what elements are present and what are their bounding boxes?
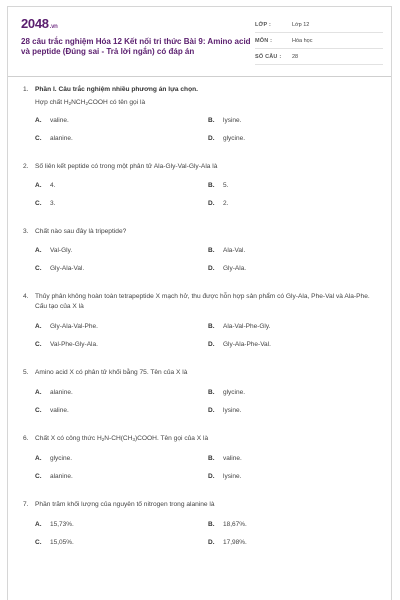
question-1 — [20, 85, 382, 95]
answer-options — [35, 520, 382, 548]
question-4 — [20, 292, 382, 312]
answer-options — [35, 454, 382, 482]
logo-suffix: .vn — [49, 24, 58, 30]
question-text: Phần trăm khối lượng của nguyên tố nitrogen trong alanine là — [35, 501, 215, 508]
meta-value-class: Lớp 12 — [292, 21, 310, 28]
option-d[interactable]: D. Gly-Ala-Phe-Val. — [208, 341, 271, 348]
site-logo[interactable] — [21, 16, 58, 31]
option-c[interactable]: C. 15,05%. — [35, 539, 74, 546]
header-divider — [8, 76, 391, 77]
meta-value-subject: Hóa học — [292, 37, 313, 44]
meta-table — [255, 17, 383, 65]
question-number: 6. — [23, 435, 29, 442]
question-list — [20, 85, 382, 548]
question-number: 5. — [23, 369, 29, 376]
option-a[interactable]: A. 4. — [35, 182, 56, 189]
option-b[interactable]: B. Ala-Val. — [208, 247, 246, 254]
answer-options — [35, 388, 382, 416]
meta-value-count: 28 — [292, 53, 299, 60]
option-a[interactable]: A. Gly-Ala-Val-Phe. — [35, 323, 98, 330]
question-1-stem — [20, 98, 382, 108]
option-d[interactable]: D. Gly-Ala. — [208, 265, 247, 272]
question-6 — [20, 434, 382, 444]
option-c[interactable]: C. Gly-Ala-Val. — [35, 265, 85, 272]
option-b[interactable]: B. valine. — [208, 455, 242, 462]
option-c[interactable]: C. Val-Phe-Gly-Ala. — [35, 341, 98, 348]
meta-row-class — [255, 17, 383, 33]
option-b[interactable]: B. glycine. — [208, 389, 246, 396]
option-d[interactable]: D. 2. — [208, 200, 229, 207]
meta-row-count — [255, 49, 383, 65]
option-b[interactable]: B. 5. — [208, 182, 229, 189]
option-a[interactable]: A. Val-Gly. — [35, 247, 73, 254]
question-3 — [20, 227, 382, 237]
meta-row-subject — [255, 33, 383, 49]
option-c[interactable]: C. alanine. — [35, 473, 73, 480]
question-7 — [20, 500, 382, 510]
option-d[interactable]: D. lysine. — [208, 473, 242, 480]
option-c[interactable]: C. 3. — [35, 200, 56, 207]
worksheet-header — [8, 7, 391, 69]
meta-key-subject: MÔN : — [255, 37, 273, 44]
option-d[interactable]: D. lysine. — [208, 407, 242, 414]
question-text: Hợp chất $H_2NCH_2COOH$ có tên gọi là — [35, 99, 146, 106]
question-5 — [20, 368, 382, 378]
option-d[interactable]: D. 17,98%. — [208, 539, 247, 546]
question-number: 1. — [23, 86, 29, 93]
question-number: 2. — [23, 163, 29, 170]
question-number: 4. — [23, 293, 29, 300]
question-text: Số liên kết peptide có trong một phân tử Ala-Gly-Val-Gly-Ala là — [35, 163, 218, 170]
option-d[interactable]: D. glycine. — [208, 135, 246, 142]
answer-options — [35, 322, 382, 350]
option-c[interactable]: C. alanine. — [35, 135, 73, 142]
option-b[interactable]: B. Ala-Val-Phe-Gly. — [208, 323, 271, 330]
option-a[interactable]: A. glycine. — [35, 455, 73, 462]
question-number: 7. — [23, 501, 29, 508]
section-title: Phần I. Câu trắc nghiệm nhiều phương án lựa chọn. — [35, 86, 198, 93]
question-text: Amino acid X có phân tử khối bằng 75. Tên của X là — [35, 369, 188, 376]
answer-options — [35, 181, 382, 209]
answer-options — [35, 246, 382, 274]
option-b[interactable]: B. 18,67%. — [208, 521, 247, 528]
question-text: Thủy phân không hoàn toàn tetrapeptide X mạch hở, thu được hỗn hợp sản phẩm có Gly-Ala, Phe-Val và Ala-Phe. Cấu tạo của X là — [35, 293, 370, 310]
question-text: Chất nào sau đây là tripeptide? — [35, 228, 127, 235]
question-2 — [20, 162, 382, 172]
meta-key-count: SỐ CÂU : — [255, 53, 282, 60]
option-b[interactable]: B. lysine. — [208, 117, 242, 124]
meta-key-class: LỚP : — [255, 21, 271, 28]
question-number: 3. — [23, 228, 29, 235]
option-a[interactable]: A. valine. — [35, 117, 69, 124]
worksheet-page — [7, 6, 392, 600]
option-c[interactable]: C. valine. — [35, 407, 69, 414]
answer-options — [35, 116, 382, 144]
logo-text: 2048 — [21, 16, 49, 31]
question-text: Chất X có công thức $H_2N-CH(CH_3)COOH$. Tên gọi của X là — [35, 435, 209, 442]
option-a[interactable]: A. 15,73%. — [35, 521, 74, 528]
option-a[interactable]: A. alanine. — [35, 389, 73, 396]
worksheet-title: 28 câu trắc nghiệm Hóa 12 Kết nối tri thức Bài 9: Amino acid và peptide (Đúng sai - Trả lời ngắn) có đáp án — [21, 37, 251, 56]
